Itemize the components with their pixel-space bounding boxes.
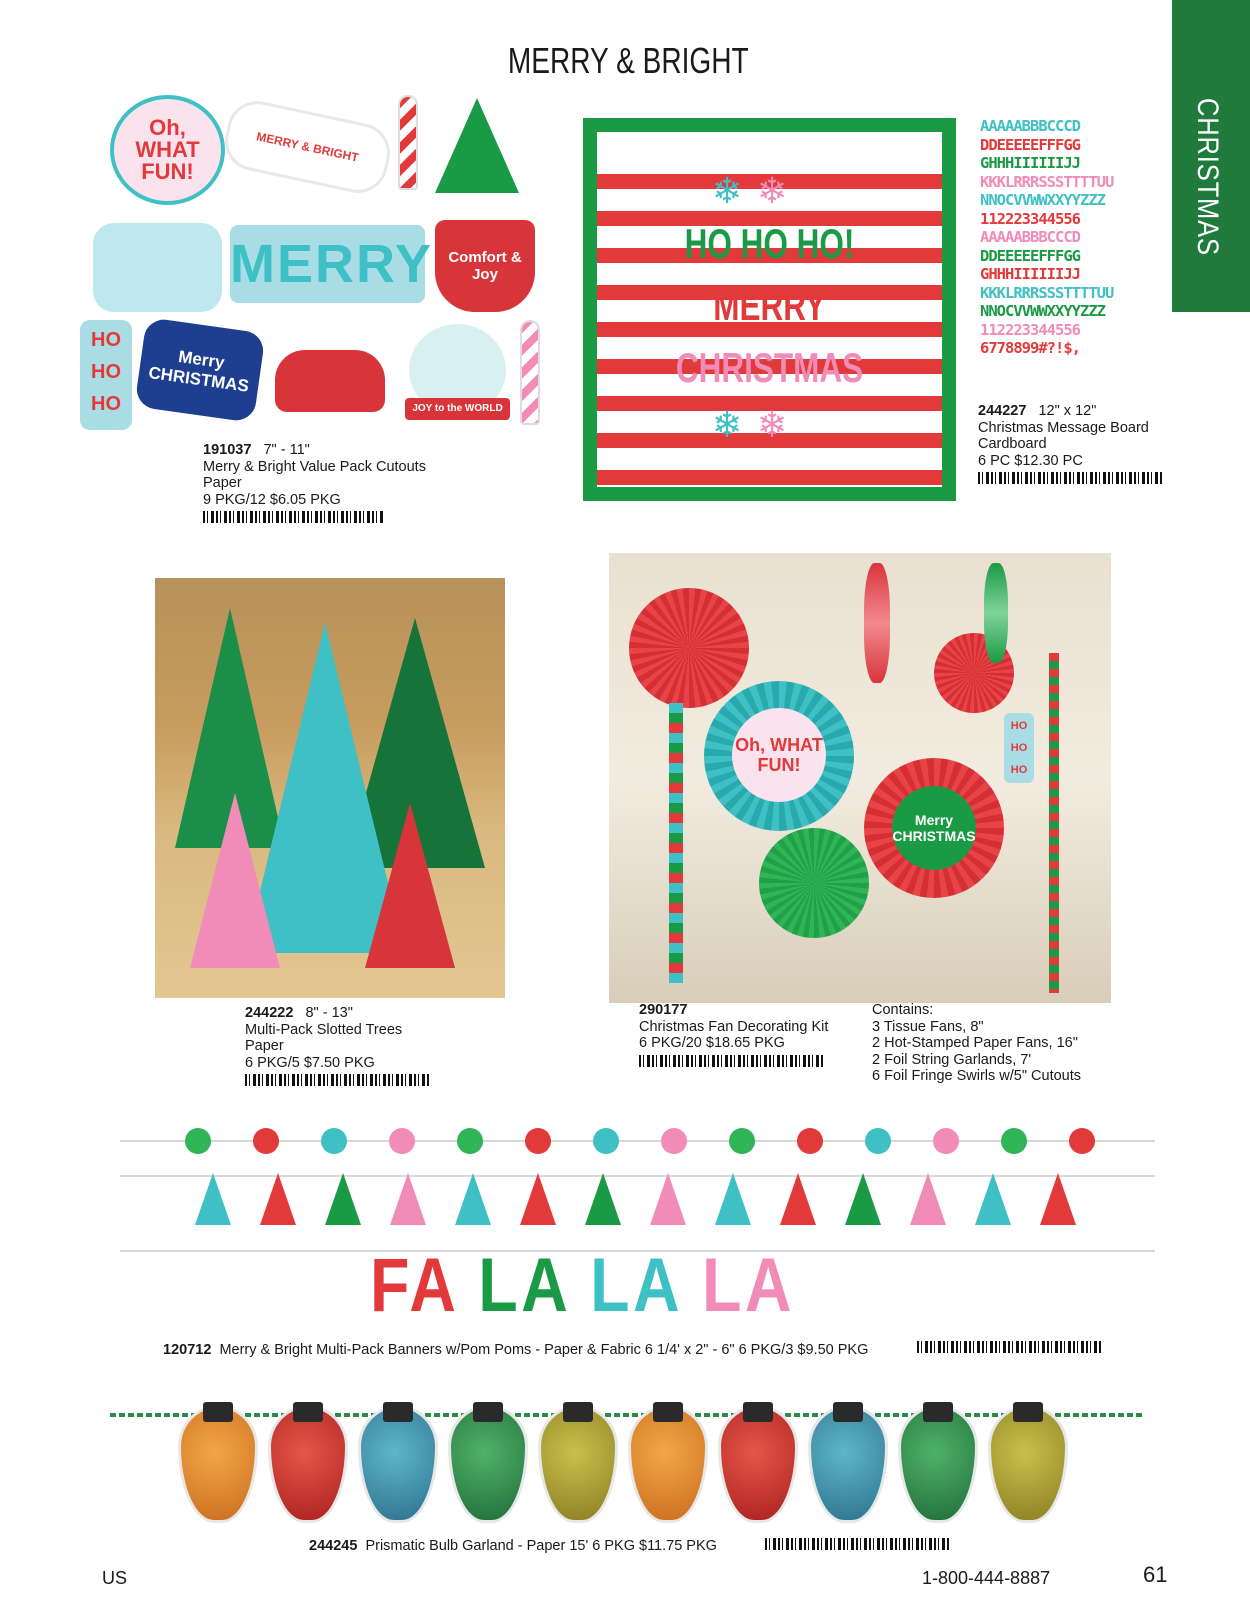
pom-pom xyxy=(525,1128,551,1154)
letter-row: AAAAABBBCCCD xyxy=(980,228,1080,246)
letter-row: NNOCVVWWXXYYZZZ xyxy=(980,191,1105,209)
contains-item: 2 Hot-Stamped Paper Fans, 16" xyxy=(872,1035,1078,1051)
letter-row: 112223344556 xyxy=(980,209,1080,228)
pom-pom xyxy=(389,1128,415,1154)
prismatic-bulb xyxy=(538,1405,618,1523)
foil-string-garland xyxy=(669,703,683,983)
bulb-cap xyxy=(473,1402,503,1422)
product-name: Christmas Message Board xyxy=(978,419,1149,436)
banner-tree xyxy=(1040,1173,1076,1225)
foil-swirl xyxy=(984,563,1008,663)
sku: 290177 xyxy=(639,1002,688,1018)
product-120712 xyxy=(163,1342,868,1359)
bright-lights-text: MERRY & BRIGHT xyxy=(255,129,360,165)
letter-row: KKKLRRRSSSTTTTUU xyxy=(980,172,1114,191)
oh-what-fun-fan-center xyxy=(732,708,826,802)
fan-decorating-kit-image xyxy=(609,553,1111,1003)
product-description: Prismatic Bulb Garland - Paper 15' 6 PKG $11.75 PKG xyxy=(365,1538,717,1554)
letter-row: DDEEEEEFFFGG xyxy=(980,246,1080,265)
pom-pom xyxy=(797,1128,823,1154)
joy-to-the-world-text: JOY to the WORLD xyxy=(412,403,503,414)
banner-tree xyxy=(195,1173,231,1225)
section-tab xyxy=(1172,0,1250,312)
size: 7" - 11" xyxy=(263,442,310,458)
room-merry-christmas-text: Merry CHRISTMAS xyxy=(892,812,976,844)
banner-tree xyxy=(260,1173,296,1225)
merry-christmas-cutout xyxy=(134,317,265,423)
board-line-3: CHRISTMAS xyxy=(675,344,864,391)
barcode xyxy=(917,1341,1103,1353)
pom-pom xyxy=(729,1128,755,1154)
room-ho-ho-ho-text: HO HO HO xyxy=(1010,720,1028,776)
pom-pom xyxy=(321,1128,347,1154)
product-price: 6 PKG/20 $18.65 PKG xyxy=(639,1035,785,1051)
message-board-surface xyxy=(597,132,942,487)
contains-item: 6 Foil Fringe Swirls w/5" Cutouts xyxy=(872,1068,1082,1084)
barcode xyxy=(639,1055,825,1067)
red-car-cutout xyxy=(275,350,385,412)
red-tree xyxy=(365,803,455,968)
barcode xyxy=(765,1538,951,1550)
bright-lights-cutout xyxy=(220,96,396,199)
letter-sheet xyxy=(980,117,1145,358)
oh-what-fun-text: Oh, WHAT FUN! xyxy=(135,115,200,184)
snowflake-icon: ❄ xyxy=(712,170,743,211)
contains-label: Contains: xyxy=(872,1002,934,1018)
footer-region: US xyxy=(102,1568,128,1588)
ho-ho-ho-hanger xyxy=(1004,713,1034,783)
pom-pom xyxy=(593,1128,619,1154)
sku: 244227 xyxy=(978,403,1027,419)
letter-row: 6778899#?!$, xyxy=(980,339,1080,357)
contains-item: 3 Tissue Fans, 8" xyxy=(872,1018,984,1035)
banner-tree xyxy=(390,1173,426,1225)
letter-row: KKKLRRRSSSTTTTUU xyxy=(980,283,1114,302)
bulb-cap xyxy=(743,1402,773,1422)
pom-pom xyxy=(933,1128,959,1154)
board-line-1: HO HO HO! xyxy=(684,220,855,267)
product-244245 xyxy=(309,1538,717,1555)
room-oh-what-fun-text: Oh, WHAT FUN! xyxy=(735,735,823,775)
snowflake-icon: ❄ xyxy=(757,404,788,445)
product-description: Merry & Bright Multi-Pack Banners w/Pom Poms - Paper & Fabric 6 1/4' x 2" - 6" 6 PKG/3 $9.50 PKG xyxy=(219,1342,869,1358)
sku: 120712 xyxy=(163,1342,212,1358)
joy-to-the-world-label xyxy=(405,398,510,420)
pom-pom xyxy=(185,1128,211,1154)
sku: 191037 xyxy=(203,442,252,458)
merry-christmas-text: Merry CHRISTMAS xyxy=(147,346,251,396)
footer-phone: 1-800-444-8887 xyxy=(922,1568,1051,1588)
barcode xyxy=(978,472,1164,484)
pink-candy-cane-cutout xyxy=(520,320,540,425)
board-line-2: MERRY xyxy=(713,282,826,329)
product-name: Christmas Fan Decorating Kit xyxy=(639,1018,829,1035)
pom-pom xyxy=(1069,1128,1095,1154)
banner-tree xyxy=(845,1173,881,1225)
merry-christmas-fan-center xyxy=(892,786,976,870)
prismatic-bulb xyxy=(718,1405,798,1523)
product-name: Merry & Bright Value Pack Cutouts xyxy=(203,458,426,475)
banner-tree xyxy=(910,1173,946,1225)
bulb-cap xyxy=(1013,1402,1043,1422)
banner-tree xyxy=(520,1173,556,1225)
banner-tree xyxy=(455,1173,491,1225)
letter-row: GHHHIIIIIIJJ xyxy=(980,265,1080,283)
letter-row: AAAAABBBCCCD xyxy=(980,117,1080,135)
letter-row: DDEEEEEFFFGG xyxy=(980,135,1080,154)
prismatic-bulb xyxy=(898,1405,978,1523)
ho-ho-ho-text: HO HO HO xyxy=(91,329,121,415)
bulb-cap xyxy=(203,1402,233,1422)
bulb-cap xyxy=(653,1402,683,1422)
comfort-joy-mug-cutout xyxy=(435,220,535,312)
banner-tree xyxy=(780,1173,816,1225)
product-material: Cardboard xyxy=(978,436,1047,452)
pink-tree xyxy=(190,793,280,968)
product-244222 xyxy=(245,1005,431,1086)
bulb-cap xyxy=(383,1402,413,1422)
slotted-trees-image xyxy=(155,578,505,998)
sku: 244245 xyxy=(309,1538,358,1554)
product-244227 xyxy=(978,403,1164,484)
banner-tree xyxy=(585,1173,621,1225)
bulb-cap xyxy=(923,1402,953,1422)
ho-ho-ho-cutout xyxy=(80,320,132,430)
foil-string-garland xyxy=(1049,653,1059,993)
cutouts-image xyxy=(80,90,550,435)
merry-text: MERRY xyxy=(230,234,434,294)
comfort-joy-text: Comfort & Joy xyxy=(448,249,522,283)
product-material: Paper xyxy=(245,1038,284,1054)
letter-row: NNOCVVWWXXYYZZZ xyxy=(980,302,1105,320)
product-material: Paper xyxy=(203,475,242,491)
candy-cane-cutout xyxy=(398,95,418,190)
banner-tree xyxy=(650,1173,686,1225)
letter-row: GHHHIIIIIIJJ xyxy=(980,154,1080,172)
barcode xyxy=(203,511,385,523)
oh-what-fun-cutout xyxy=(110,95,225,205)
pom-pom xyxy=(457,1128,483,1154)
banner-tree xyxy=(975,1173,1011,1225)
christmas-tree-cutout xyxy=(435,98,519,193)
product-name: Multi-Pack Slotted Trees xyxy=(245,1021,403,1038)
product-price: 6 PC $12.30 PC xyxy=(978,452,1083,469)
banner-tree xyxy=(715,1173,751,1225)
product-290177-contents xyxy=(872,1002,1081,1085)
pom-pom xyxy=(661,1128,687,1154)
prismatic-bulb xyxy=(808,1405,888,1523)
barcode xyxy=(245,1074,431,1086)
penguin-cutout xyxy=(90,220,225,315)
contains-item: 2 Foil String Garlands, 7' xyxy=(872,1051,1032,1068)
fa-la-la-la-banner xyxy=(370,1242,795,1329)
section-tab-label: CHRISTMAS xyxy=(1191,98,1224,256)
product-290177 xyxy=(639,1002,828,1067)
green-tissue-fan xyxy=(759,828,869,938)
banner-letters: FA LA LA LA xyxy=(370,1243,795,1328)
size: 12" x 12" xyxy=(1038,403,1097,419)
prismatic-bulb xyxy=(988,1405,1068,1523)
product-191037 xyxy=(203,442,426,523)
bulb-cap xyxy=(293,1402,323,1422)
prismatic-bulb xyxy=(268,1405,348,1523)
product-price: 9 PKG/12 $6.05 PKG xyxy=(203,491,341,508)
prismatic-bulb xyxy=(448,1405,528,1523)
bulb-cap xyxy=(563,1402,593,1422)
pom-pom xyxy=(1001,1128,1027,1154)
garland-twine xyxy=(110,1413,1145,1417)
pom-pom xyxy=(865,1128,891,1154)
pom-pom xyxy=(253,1128,279,1154)
page-number: 61 xyxy=(1143,1562,1168,1587)
size: 8" - 13" xyxy=(305,1005,353,1021)
snowflake-icon: ❄ xyxy=(757,170,788,211)
foil-swirl xyxy=(864,563,890,683)
page-title: MERRY & BRIGHT xyxy=(507,40,749,81)
letter-row: 112223344556 xyxy=(980,320,1080,339)
sku: 244222 xyxy=(245,1005,294,1021)
message-board-image xyxy=(583,118,956,501)
bulb-cap xyxy=(833,1402,863,1422)
merry-cutout xyxy=(230,225,434,303)
banner-tree xyxy=(325,1173,361,1225)
prismatic-bulb xyxy=(178,1405,258,1523)
prismatic-bulb xyxy=(358,1405,438,1523)
prismatic-bulb xyxy=(628,1405,708,1523)
snowflake-icon: ❄ xyxy=(712,404,743,445)
red-tissue-fan xyxy=(629,588,749,708)
product-price: 6 PKG/5 $7.50 PKG xyxy=(245,1054,375,1071)
